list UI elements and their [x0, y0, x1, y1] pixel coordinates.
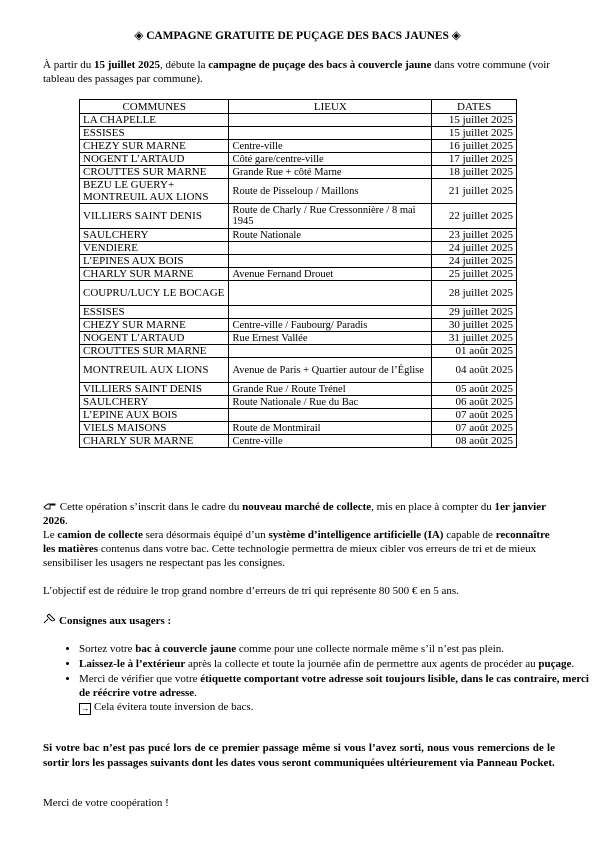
- lieu-cell: Route de Pisseloup / Maillons: [229, 179, 432, 204]
- collecte-text: , mis en place à compter du: [371, 501, 495, 513]
- commune-cell: CROUTTES SUR MARNE: [80, 345, 229, 358]
- date-cell: 07 août 2025: [432, 409, 517, 422]
- item-bold: bac à couvercle jaune: [135, 643, 237, 655]
- lieu-cell: [229, 306, 432, 319]
- lieu-cell: Route Nationale: [229, 229, 432, 242]
- intro-text: dans votre commune (voir tableau des passages par commune).: [43, 59, 550, 85]
- table-header-row: [80, 100, 517, 114]
- table-row: [80, 306, 517, 319]
- intro-text: , débute la: [160, 59, 209, 71]
- table-row: [80, 345, 517, 358]
- item-bold: puçage: [538, 658, 572, 670]
- list-item: [79, 672, 591, 715]
- lieu-cell: Route Nationale / Rue du Bac: [229, 396, 432, 409]
- item-text: comme pour une collecte normale même s’il n’est pas plein.: [236, 643, 505, 655]
- commune-cell: LA CHAPELLE: [80, 114, 229, 127]
- table-row: [80, 229, 517, 242]
- arrow-right-icon: →: [80, 703, 90, 713]
- date-cell: 23 juillet 2025: [432, 229, 517, 242]
- date-cell: 30 juillet 2025: [432, 319, 517, 332]
- table-row: [80, 358, 517, 383]
- page-title: [0, 28, 595, 43]
- lieu-cell: [229, 114, 432, 127]
- commune-cell: ESSISES: [80, 127, 229, 140]
- collecte-text: sera désormais équipé d’un: [142, 529, 269, 541]
- commune-cell: L’EPINE AUX BOIS: [80, 409, 229, 422]
- table-row: [80, 383, 517, 396]
- lieu-cell: Route de Montmirail: [229, 422, 432, 435]
- thanks-text: Merci de votre coopération !: [43, 797, 169, 809]
- table-row: [80, 255, 517, 268]
- date-cell: 06 août 2025: [432, 396, 517, 409]
- collecte-bold: système d’intelligence artificielle (IA): [268, 529, 444, 541]
- commune-cell: CROUTTES SUR MARNE: [80, 166, 229, 179]
- item-text: Sortez votre: [79, 643, 136, 655]
- commune-cell: SAULCHERY: [80, 229, 229, 242]
- collecte-bold: camion de collecte: [57, 529, 143, 541]
- commune-cell: BEZU LE GUERY+ MONTREUIL AUX LIONS: [80, 179, 229, 204]
- lieu-cell: [229, 242, 432, 255]
- commune-cell: NOGENT L’ARTAUD: [80, 153, 229, 166]
- table-row: [80, 409, 517, 422]
- commune-cell: SAULCHERY: [80, 396, 229, 409]
- collecte-bold: nouveau marché de collecte: [242, 501, 372, 513]
- item-text: .: [571, 658, 575, 670]
- date-cell: 15 juillet 2025: [432, 114, 517, 127]
- schedule-table: [79, 99, 517, 448]
- commune-cell: VENDIERE: [80, 242, 229, 255]
- date-cell: 28 juillet 2025: [432, 281, 517, 306]
- date-cell: 29 juillet 2025: [432, 306, 517, 319]
- commune-cell: VILLIERS SAINT DENIS: [80, 383, 229, 396]
- final-notice: Si votre bac n’est pas pucé lors de ce premier passage même si vous l’avez sorti, nous vous remercions de le sortir lors les passages suivants dont les dates vous seront communiquées ultérieurement via Panneau Pocket.: [43, 742, 555, 769]
- lieu-cell: [229, 127, 432, 140]
- commune-cell: VIELS MAISONS: [80, 422, 229, 435]
- item-text: .: [194, 687, 197, 699]
- list-item: [79, 642, 591, 656]
- date-cell: 22 juillet 2025: [432, 204, 517, 229]
- date-cell: 08 août 2025: [432, 435, 517, 448]
- lieu-cell: [229, 281, 432, 306]
- table-row: [80, 422, 517, 435]
- lieu-cell: Avenue Fernand Drouet: [229, 268, 432, 281]
- collecte-date: 1er janvier 2026: [43, 501, 546, 527]
- commune-cell: ESSISES: [80, 306, 229, 319]
- commune-cell: CHEZY SUR MARNE: [80, 319, 229, 332]
- note-line: [79, 700, 591, 715]
- consignes-title: Consignes aux usagers :: [59, 615, 172, 627]
- collecte-text: .: [65, 515, 68, 527]
- intro-text: À partir du: [43, 59, 95, 71]
- commune-cell: L’EPINES AUX BOIS: [80, 255, 229, 268]
- lieu-cell: Centre-ville / Faubourg/ Paradis: [229, 319, 432, 332]
- campaign-name: campagne de puçage des bacs à couvercle jaune: [208, 59, 432, 71]
- collecte-text: Le: [43, 529, 58, 541]
- collecte-text: contenus dans votre bac. Cette technologie permettra de mieux cibler vos erreurs de tri et de mieux sensibiliser les usagers ne respectant pas les consignes.: [43, 543, 537, 569]
- table-row: [80, 242, 517, 255]
- pushpin-icon: [43, 613, 59, 628]
- date-cell: 21 juillet 2025: [432, 179, 517, 204]
- date-cell: 05 août 2025: [432, 383, 517, 396]
- date-cell: 18 juillet 2025: [432, 166, 517, 179]
- intro-paragraph: [43, 58, 553, 86]
- commune-cell: CHEZY SUR MARNE: [80, 140, 229, 153]
- item-text: Merci de vérifier que votre: [79, 673, 201, 685]
- table-row: [80, 319, 517, 332]
- header-dates: DATES: [432, 100, 517, 114]
- date-cell: 31 juillet 2025: [432, 332, 517, 345]
- table-row: [80, 435, 517, 448]
- item-text: après la collecte et toute la journée afin de permettre aux agents de procéder au: [185, 658, 539, 670]
- table-row: [80, 332, 517, 345]
- collecte-bold: reconnaître les matières: [43, 529, 550, 555]
- date-cell: 16 juillet 2025: [432, 140, 517, 153]
- lieu-cell: [229, 255, 432, 268]
- hand-pointing-icon: [43, 500, 57, 514]
- list-item: [79, 657, 591, 671]
- lieu-cell: Centre-ville: [229, 140, 432, 153]
- lieu-cell: Côté gare/centre-ville: [229, 153, 432, 166]
- table-row: [80, 268, 517, 281]
- table-row: [80, 281, 517, 306]
- date-cell: 04 août 2025: [432, 358, 517, 383]
- table-row: [80, 166, 517, 179]
- lieu-cell: Grande Rue / Route Trénel: [229, 383, 432, 396]
- note-text: Cela évitera toute inversion de bacs.: [94, 701, 254, 713]
- lieu-cell: Rue Ernest Vallée: [229, 332, 432, 345]
- lieu-cell: [229, 345, 432, 358]
- date-cell: 24 juillet 2025: [432, 242, 517, 255]
- diamond-icon: ◈: [134, 28, 144, 42]
- lieu-cell: Centre-ville: [229, 435, 432, 448]
- lieu-cell: Route de Charly / Rue Cressonnière / 8 mai 1945: [229, 204, 432, 229]
- commune-cell: VILLIERS SAINT DENIS: [80, 204, 229, 229]
- commune-cell: CHARLY SUR MARNE: [80, 435, 229, 448]
- commune-cell: MONTREUIL AUX LIONS: [80, 358, 229, 383]
- item-bold: étiquette comportant votre adresse soit toujours lisible, dans le cas contraire, merci de réécrire votre adresse: [79, 673, 589, 699]
- commune-cell: NOGENT L’ARTAUD: [80, 332, 229, 345]
- header-lieux: LIEUX: [229, 100, 432, 114]
- collecte-paragraph: [43, 500, 555, 570]
- lieu-cell: Avenue de Paris + Quartier autour de l’Église: [229, 358, 432, 383]
- header-communes: COMMUNES: [80, 100, 229, 114]
- commune-cell: COUPRU/LUCY LE BOCAGE: [80, 281, 229, 306]
- table-row: [80, 127, 517, 140]
- lieu-cell: [229, 409, 432, 422]
- start-date: 15 juillet 2025: [94, 59, 161, 71]
- consignes-list: [43, 642, 591, 716]
- table-row: [80, 204, 517, 229]
- consignes-heading: [43, 613, 555, 628]
- commune-cell: CHARLY SUR MARNE: [80, 268, 229, 281]
- date-cell: 07 août 2025: [432, 422, 517, 435]
- table-row: [80, 179, 517, 204]
- date-cell: 24 juillet 2025: [432, 255, 517, 268]
- table-row: [80, 153, 517, 166]
- date-cell: 25 juillet 2025: [432, 268, 517, 281]
- lieu-cell: Grande Rue + côté Marne: [229, 166, 432, 179]
- table-row: [80, 396, 517, 409]
- item-bold: Laissez-le à l’extérieur: [79, 658, 186, 670]
- collecte-text: Cette opération s’inscrit dans le cadre du: [57, 501, 243, 513]
- title-text: CAMPAGNE GRATUITE DE PUÇAGE DES BACS JAUNES: [146, 30, 449, 42]
- table-row: [80, 114, 517, 127]
- collecte-text: capable de: [443, 529, 496, 541]
- table-row: [80, 140, 517, 153]
- date-cell: 15 juillet 2025: [432, 127, 517, 140]
- date-cell: 17 juillet 2025: [432, 153, 517, 166]
- diamond-icon: ◈: [451, 28, 461, 42]
- date-cell: 01 août 2025: [432, 345, 517, 358]
- objectif-paragraph: L’objectif est de réduire le trop grand nombre d’erreurs de tri qui représente 80 500 € en 5 ans.: [43, 585, 459, 597]
